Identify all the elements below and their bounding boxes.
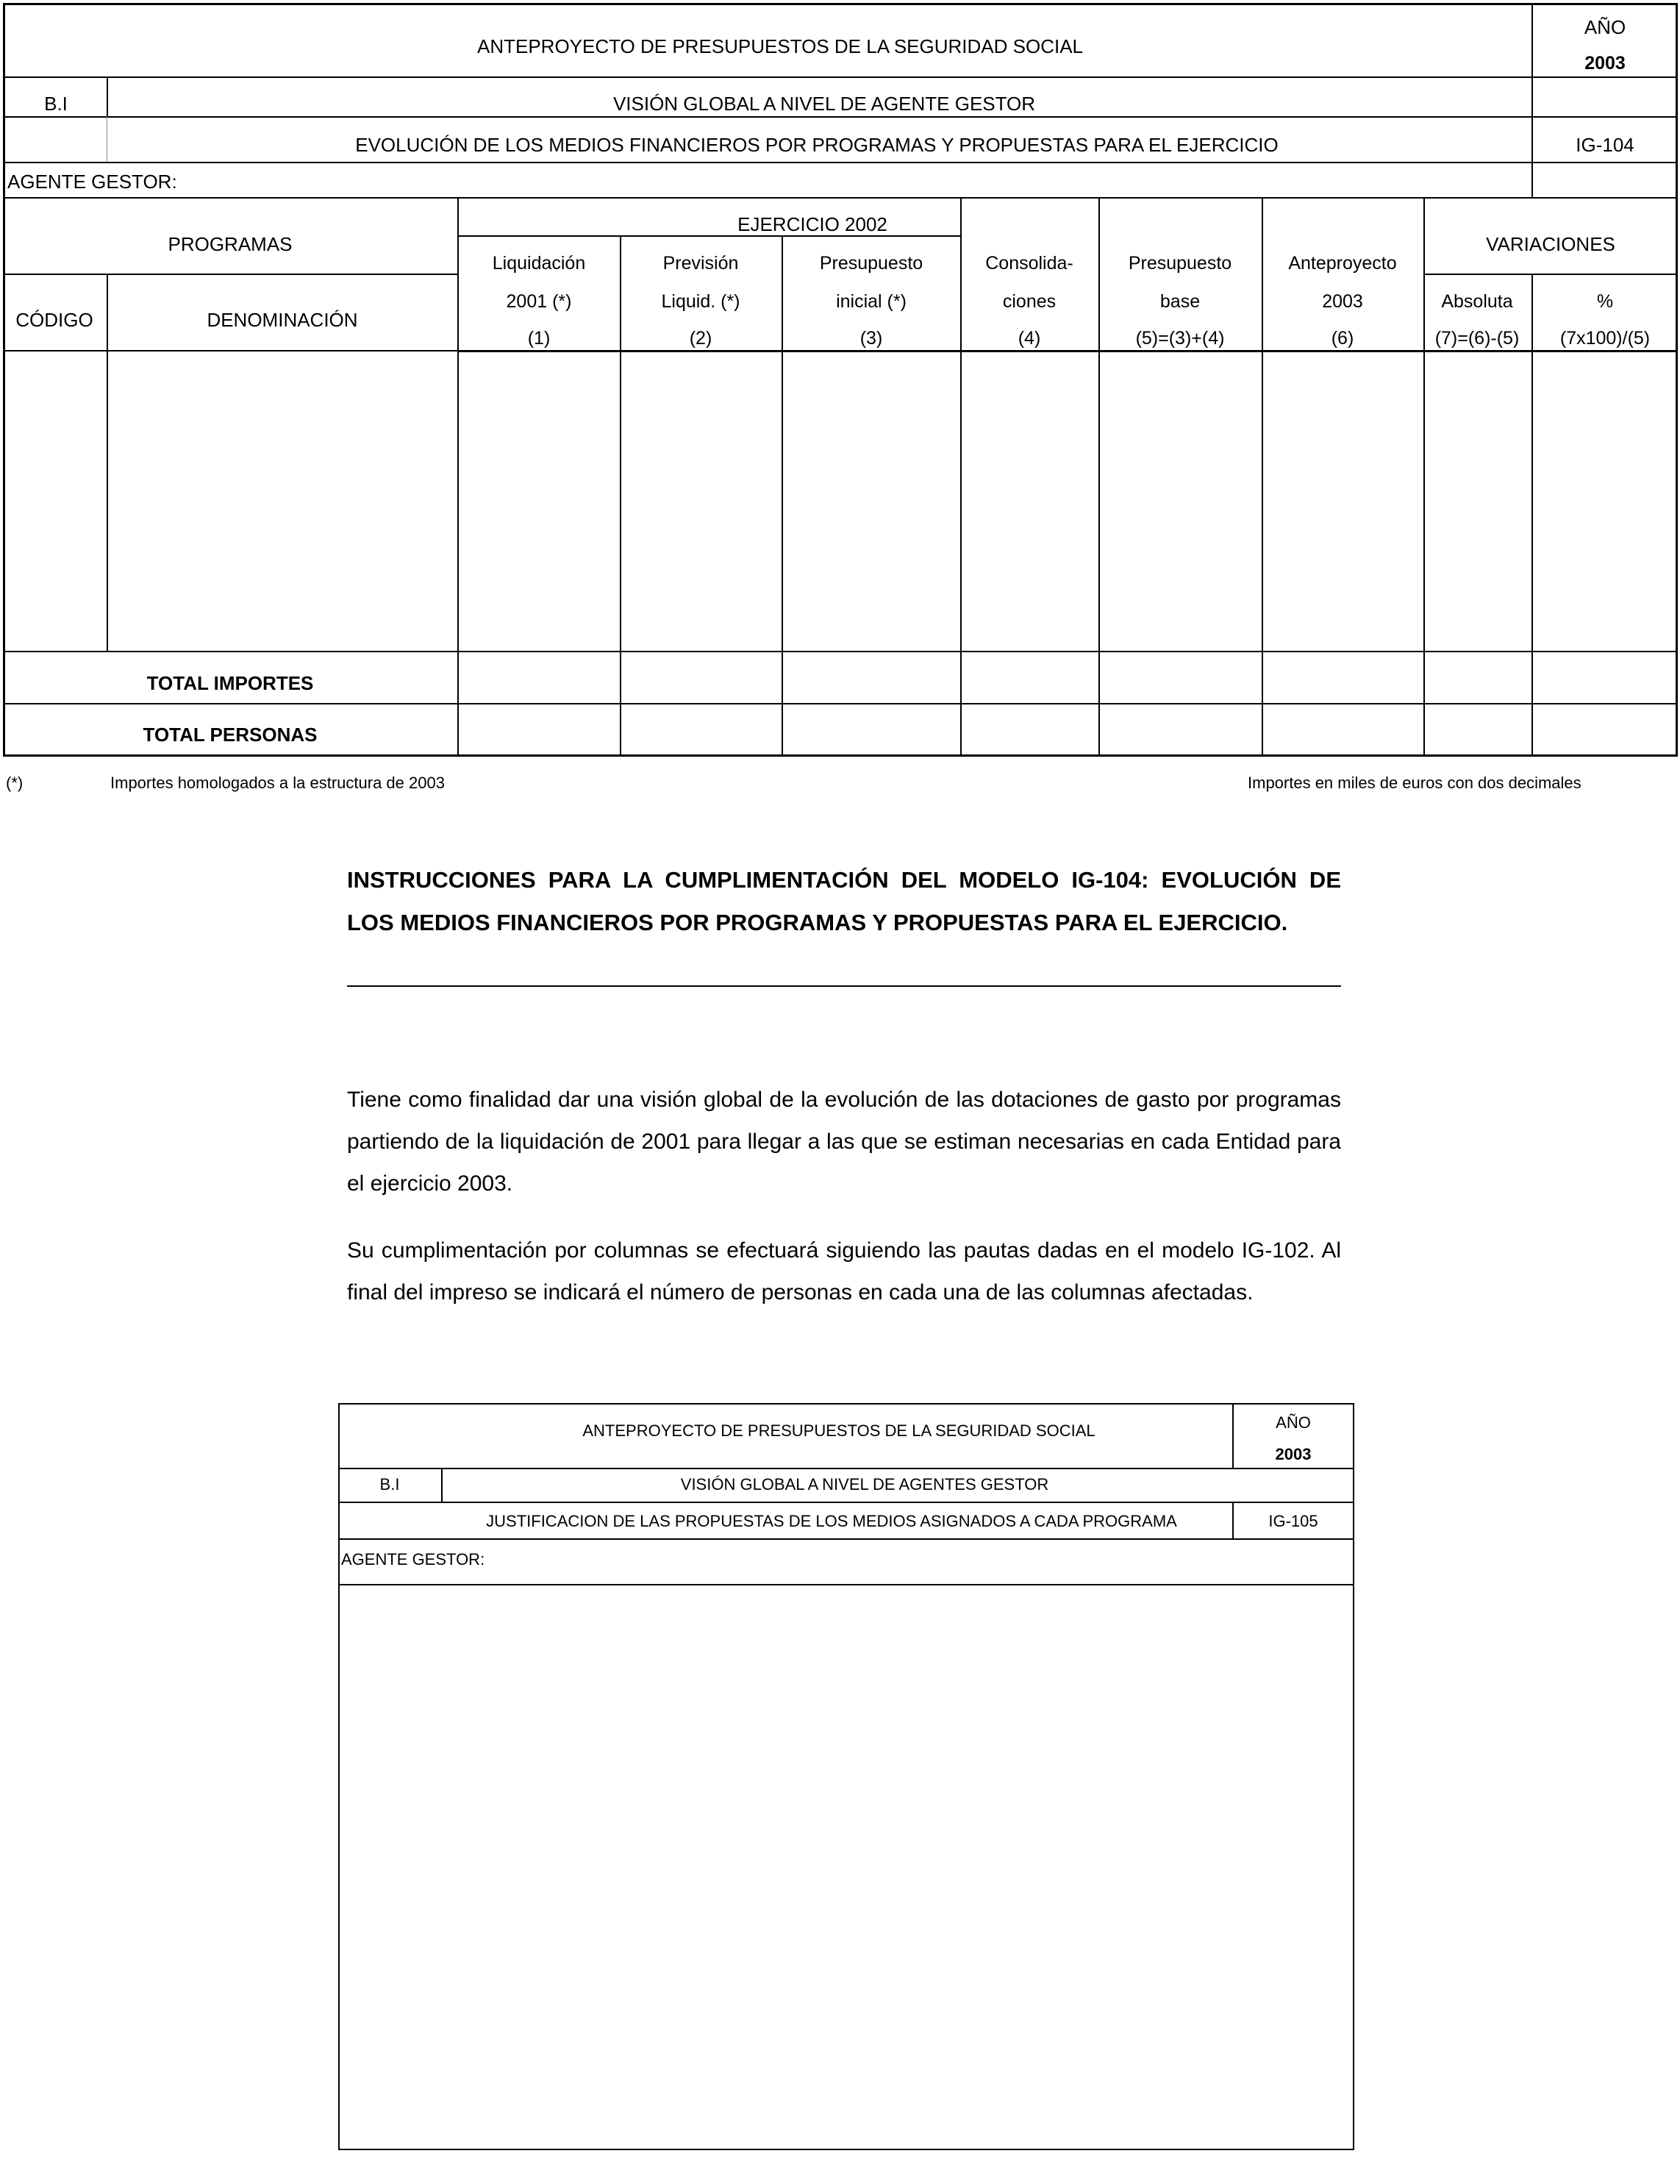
- form2-subtitle: JUSTIFICACION DE LAS PROPUESTAS DE LOS MEDIOS ASIGNADOS A CADA PROGRAMA: [486, 1512, 1177, 1530]
- col2-line2: Liquid. (*): [661, 291, 740, 312]
- col4-line1: Consolida-: [985, 253, 1073, 274]
- section-title: VISIÓN GLOBAL A NIVEL DE AGENTE GESTOR: [612, 93, 1036, 115]
- units-note: Importes en miles de euros con dos decimales: [1248, 774, 1581, 792]
- form-subtitle: EVOLUCIÓN DE LOS MEDIOS FINANCIEROS POR PROGRAMAS Y PROPUESTAS PARA EL EJERCICIO: [355, 134, 1279, 156]
- total-personas-label: TOTAL PERSONAS: [143, 724, 318, 746]
- section-code: B.I: [44, 93, 68, 115]
- instructions-paragraph-1: Tiene como finalidad dar una visión global de la evolución de las dotaciones de gasto por programas partiendo de la liquidación de 2001 para llegar a las que se estiman necesarias en cada Entidad para el ejercicio 2003.: [347, 1088, 1341, 1196]
- col2-line1: Previsión: [662, 253, 739, 274]
- form2-section-title: VISIÓN GLOBAL A NIVEL DE AGENTES GESTOR: [680, 1475, 1049, 1494]
- col6-line2: 2003: [1322, 291, 1363, 312]
- col3-line3: (3): [859, 328, 883, 349]
- col3-line2: inicial (*): [836, 291, 907, 312]
- col2-line3: (2): [689, 328, 712, 349]
- total-importes-label: TOTAL IMPORTES: [146, 672, 314, 694]
- col4-line3: (4): [1018, 328, 1041, 349]
- instructions-paragraph-2: Su cumplimentación por columnas se efectuará siguiendo las pautas dadas en el modelo IG-102. Al final del impreso se indicará el número de personas en cada una de las columnas afectadas.: [347, 1238, 1341, 1305]
- col3-line1: Presupuesto: [819, 253, 923, 274]
- col5-line2: base: [1159, 291, 1201, 312]
- footnote-text: Importes homologados a la estructura de 2003: [110, 774, 445, 792]
- year-value: 2003: [1584, 53, 1626, 74]
- denominacion-header: DENOMINACIÓN: [207, 309, 358, 331]
- form2-agent-label: AGENTE GESTOR:: [341, 1550, 485, 1569]
- agent-label: AGENTE GESTOR:: [7, 171, 177, 193]
- codigo-header: CÓDIGO: [15, 309, 93, 331]
- col7-line2: Absoluta: [1441, 291, 1513, 312]
- col1-line1: Liquidación: [492, 253, 586, 274]
- col1-line2: 2001 (*): [506, 291, 572, 312]
- col4-line2: ciones: [1002, 291, 1057, 312]
- col5-line1: Presupuesto: [1128, 253, 1232, 274]
- programas-header: PROGRAMAS: [168, 233, 293, 255]
- col5-line3: (5)=(3)+(4): [1135, 328, 1225, 349]
- form2-section-code: B.I: [379, 1475, 400, 1494]
- col7-line3: (7)=(6)-(5): [1434, 328, 1520, 349]
- model-code: IG-104: [1576, 134, 1634, 156]
- col8-line2: %: [1596, 291, 1614, 312]
- year-label: AÑO: [1584, 16, 1626, 38]
- instructions-heading: INSTRUCCIONES PARA LA CUMPLIMENTACIÓN DEL MODELO IG-104: EVOLUCIÓN DE LOS MEDIOS FINANCIEROS POR PROGRAMAS Y PROPUESTAS PARA EL EJERCICIO.: [347, 867, 1341, 935]
- form2-title: ANTEPROYECTO DE PRESUPUESTOS DE LA SEGURIDAD SOCIAL: [582, 1421, 1095, 1440]
- variaciones-header: VARIACIONES: [1486, 233, 1615, 255]
- ejercicio-header: EJERCICIO 2002: [737, 213, 887, 235]
- form2-year-label: AÑO: [1276, 1413, 1311, 1432]
- col1-line3: (1): [527, 328, 551, 349]
- col8-line3: (7x100)/(5): [1559, 328, 1651, 349]
- col6-line3: (6): [1331, 328, 1354, 349]
- form2-year-value: 2003: [1275, 1445, 1312, 1463]
- col6-line1: Anteproyecto: [1288, 253, 1397, 274]
- form2-model-code: IG-105: [1268, 1512, 1318, 1530]
- form-title: ANTEPROYECTO DE PRESUPUESTOS DE LA SEGURIDAD SOCIAL: [476, 35, 1084, 57]
- footnote-mark: (*): [6, 774, 24, 792]
